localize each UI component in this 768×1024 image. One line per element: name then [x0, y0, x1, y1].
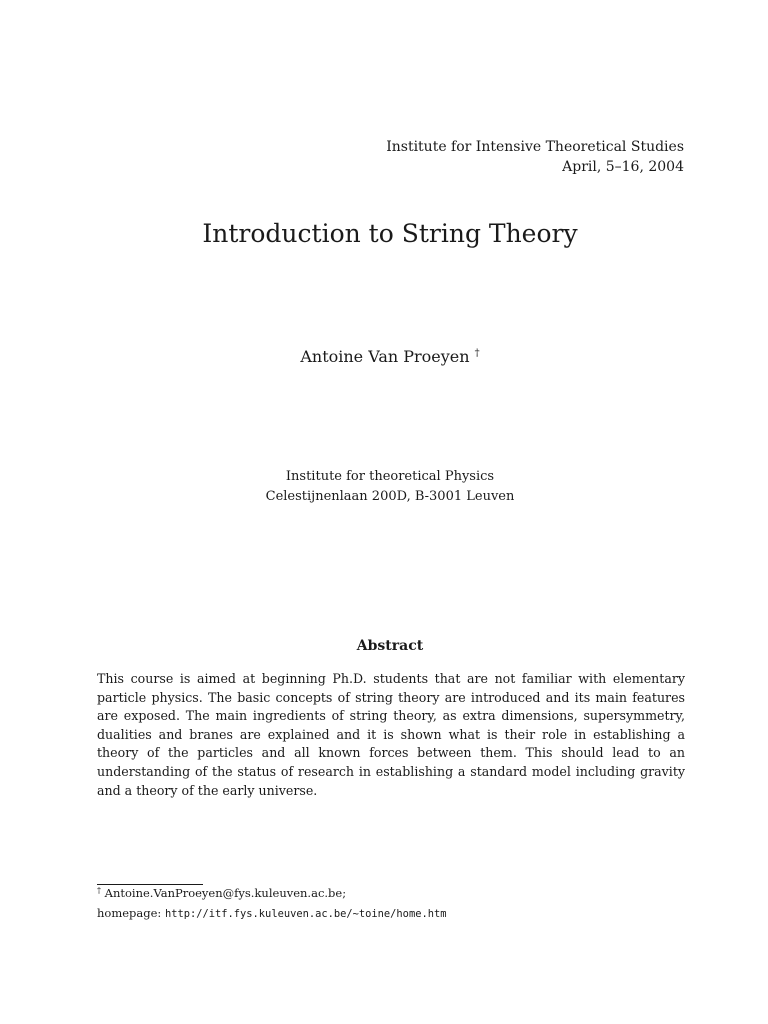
conference-institute: Institute for Intensive Theoretical Studies: [386, 139, 684, 155]
footnote-email: Antoine.VanProeyen@fys.kuleuven.ac.be;: [104, 886, 347, 900]
footnote-homepage-line: [97, 903, 697, 924]
affiliation-address: Celestijnenlaan 200D, B-3001 Leuven: [265, 489, 515, 504]
footnote-mark: †: [97, 886, 101, 895]
author-line: [0, 346, 768, 368]
homepage-url: http://itf.fys.kuleuven.ac.be/~toine/home.htm: [164, 908, 447, 920]
abstract-heading: Abstract: [356, 638, 424, 654]
footnote-email-line: [97, 883, 697, 903]
conference-header: [386, 137, 684, 177]
author-name: Antoine Van Proeyen: [300, 347, 470, 366]
abstract-text: This course is aimed at beginning Ph.D. students that are not familiar with elementary particle physics. The basic concepts of string theory are introduced and its main features are exposed. The main ingredients of string theory, as extra dimensions, supersymmetry, dualities and branes are explained and it is shown what is their role in establishing a theory of the particles and all known forces between them. This should lead to an understanding of the status of research in establishing a standard model including gravity and a theory of the early universe.: [97, 671, 685, 798]
homepage-label: homepage:: [97, 906, 162, 920]
paper-title: Introduction to String Theory: [202, 219, 578, 248]
footnote: [97, 883, 697, 924]
affiliation: [0, 467, 768, 507]
conference-date: April, 5–16, 2004: [562, 159, 684, 175]
affiliation-institute: Institute for theoretical Physics: [285, 469, 495, 484]
author-footnote-mark: †: [474, 348, 480, 359]
